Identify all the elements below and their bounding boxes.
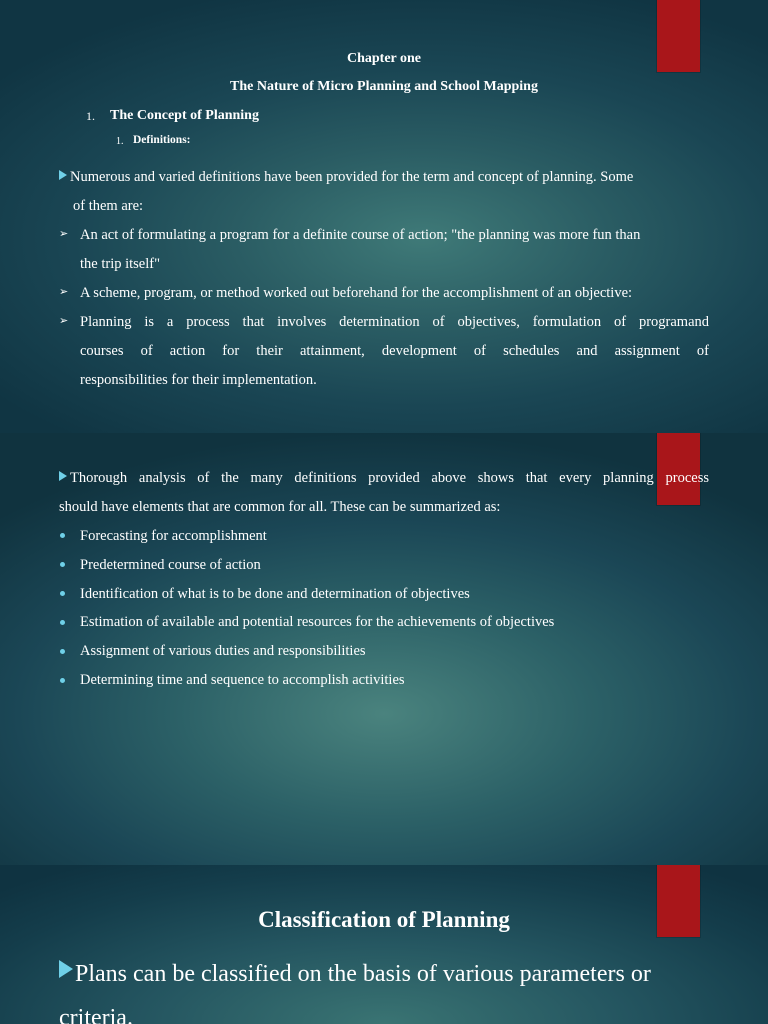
- subsection-title: Definitions:: [133, 134, 191, 146]
- slide-2: [0, 433, 768, 865]
- bullet-1-line-1: An act of formulating a program for a definite course of action; "the planning was more fun than: [80, 227, 641, 243]
- dot-bullet-icon: [60, 678, 65, 683]
- slide-3: [0, 865, 768, 1024]
- analysis-line-1: Thorough analysis of the many definitions provided above shows that every planning process: [59, 464, 709, 493]
- bullet-3-line-1: Planning is a process that involves determination of objectives, formulation of programand: [80, 314, 709, 330]
- slide-1: [0, 0, 768, 433]
- chapter-title: The Nature of Micro Planning and School Mapping: [230, 79, 538, 94]
- subsection-number: 1.: [116, 136, 124, 147]
- chapter-heading: Chapter one: [346, 51, 422, 66]
- dot-bullet-icon: [60, 591, 65, 596]
- section-number: 1.: [86, 109, 95, 123]
- chevron-bullet-icon: ➢: [59, 286, 69, 298]
- bullet-1-line-2: the trip itself": [80, 256, 161, 272]
- list-item: Identification of what is to be done and determination of objectives: [80, 586, 470, 602]
- list-item: Predetermined course of action: [80, 557, 261, 573]
- list-item: Estimation of available and potential resources for the achievements of objectives: [80, 614, 555, 630]
- arrow-bullet-icon: [59, 170, 67, 180]
- classification-line-1: Plans can be classified on the basis of various parameters or: [59, 952, 651, 996]
- list-item: Determining time and sequence to accomplish activities: [80, 672, 405, 688]
- intro-line-1: Numerous and varied definitions have been provided for the term and concept of planning. Some: [70, 169, 634, 185]
- arrow-bullet-icon: [59, 471, 67, 481]
- dot-bullet-icon: [60, 562, 65, 567]
- intro-paragraph: [59, 163, 633, 192]
- dot-bullet-icon: [60, 620, 65, 625]
- arrow-bullet-icon: [59, 960, 73, 978]
- dot-bullet-icon: [60, 533, 65, 538]
- section-title: The Concept of Planning: [110, 108, 259, 123]
- classification-line-2: criteria.: [59, 1005, 133, 1024]
- chevron-bullet-icon: ➢: [59, 228, 69, 240]
- bullet-2: A scheme, program, or method worked out beforehand for the accomplishment of an objective:: [80, 285, 633, 301]
- intro-line-2: of them are:: [73, 198, 144, 214]
- chevron-bullet-icon: ➢: [59, 315, 69, 327]
- list-item: Assignment of various duties and responsibilities: [80, 643, 366, 659]
- bullet-3-line-3: responsibilities for their implementation.: [80, 372, 317, 388]
- bullet-1: [80, 221, 709, 279]
- bullet-3: [80, 308, 709, 395]
- bullet-3-line-2: courses of action for their attainment, development of schedules and assignment of: [80, 343, 709, 359]
- list-item: Forecasting for accomplishment: [80, 528, 267, 544]
- dot-bullet-icon: [60, 649, 65, 654]
- slide-3-title: Classification of Planning: [258, 907, 510, 932]
- analysis-line-2: should have elements that are common for all. These can be summarized as:: [59, 499, 501, 515]
